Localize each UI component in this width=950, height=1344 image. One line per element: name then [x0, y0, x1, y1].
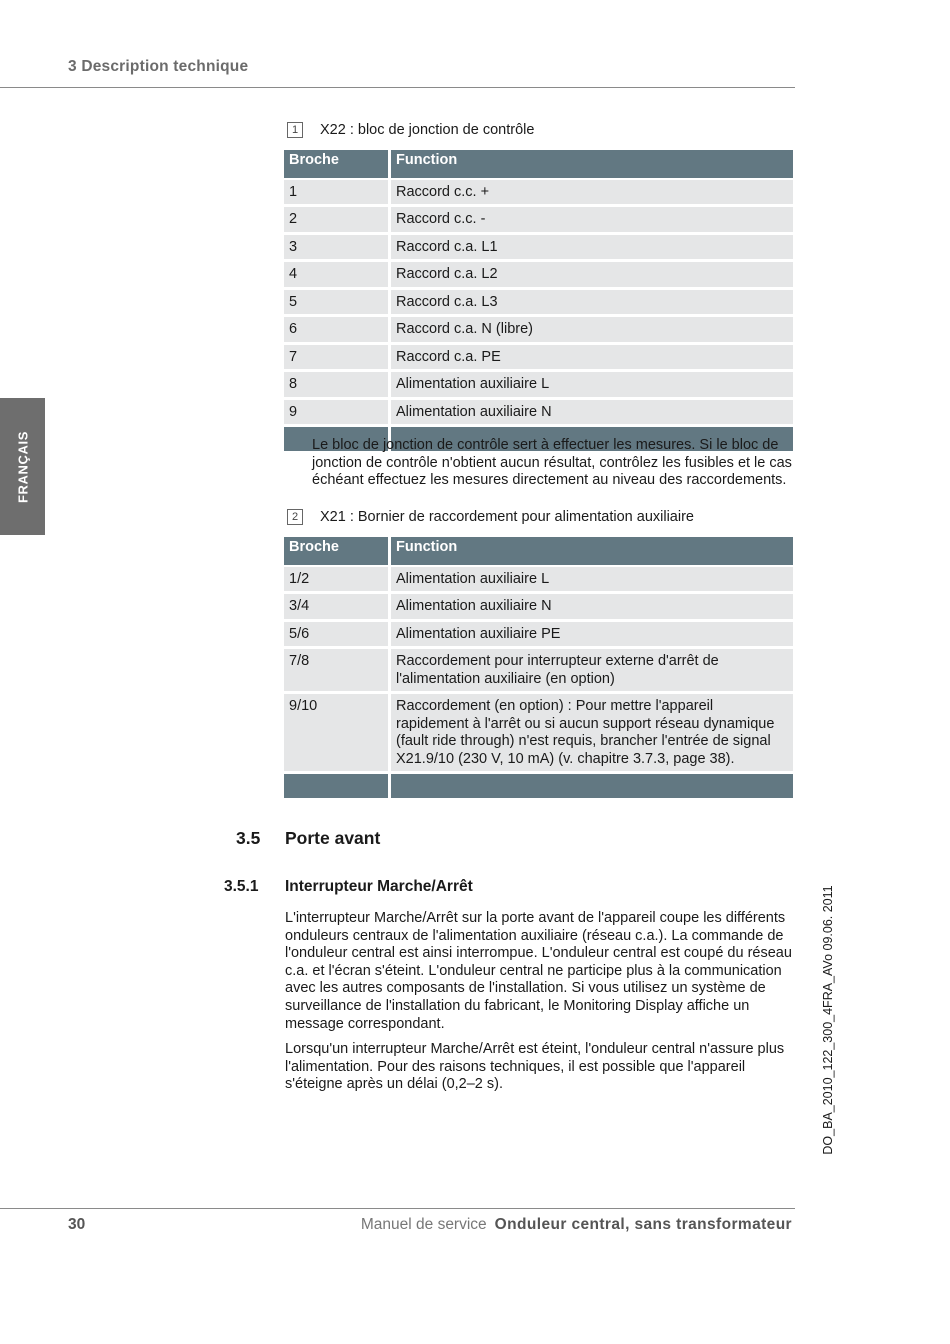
subsection-title: Interrupteur Marche/Arrêt — [285, 878, 473, 895]
product-title: Onduleur central, sans transformateur — [494, 1216, 792, 1233]
pin-cell: 7 — [284, 345, 391, 373]
table-row — [284, 649, 793, 694]
function-cell: Alimentation auxiliaire PE — [391, 622, 793, 650]
language-tab — [0, 398, 45, 535]
section-number: 3.5 — [236, 828, 261, 848]
table-x22 — [284, 150, 793, 451]
column-header-broche: Broche — [284, 537, 391, 567]
header-rule — [0, 87, 795, 88]
function-cell: Alimentation auxiliaire N — [391, 400, 793, 428]
section-title: Porte avant — [285, 828, 381, 848]
table-x21 — [284, 537, 793, 798]
function-cell: Raccord c.a. N (libre) — [391, 317, 793, 345]
footer-rule — [0, 1208, 795, 1209]
pin-cell: 8 — [284, 372, 391, 400]
table-row — [284, 207, 793, 235]
table-row — [284, 317, 793, 345]
table-row — [284, 400, 793, 428]
subsection-number: 3.5.1 — [224, 878, 259, 895]
column-header-function: Function — [391, 150, 793, 180]
running-header: 3 Description technique — [68, 58, 249, 75]
table-row — [284, 290, 793, 318]
language-tab-label: FRANÇAIS — [15, 430, 30, 503]
table1-caption — [287, 122, 534, 138]
table1-note: Le bloc de jonction de contrôle sert à effectuer les mesures. Si le bloc de jonction de contrôle n'obtient aucun résultat, contrôlez les fusibles et le cas échéant effectuez les mesures directement au niveau des raccordements. — [312, 437, 792, 489]
footer-title — [361, 1216, 792, 1234]
column-header-broche: Broche — [284, 150, 391, 180]
table-header-row — [284, 150, 793, 180]
pin-cell: 3 — [284, 235, 391, 263]
pin-cell: 9/10 — [284, 694, 391, 774]
pin-cell: 5/6 — [284, 622, 391, 650]
table-row — [284, 345, 793, 373]
pin-cell: 1 — [284, 180, 391, 208]
function-cell: Raccordement (en option) : Pour mettre l'appareil rapidement à l'arrêt ou si aucun support réseau dynamique (fault ride through) n'est requis, brancher l'entrée de signal X21.9/10 (230 V, 10 mA) (v. chapitre 3.7.3, page 38). — [391, 694, 793, 774]
table-row — [284, 262, 793, 290]
function-cell: Raccord c.a. L2 — [391, 262, 793, 290]
function-cell: Alimentation auxiliaire N — [391, 594, 793, 622]
table-row — [284, 372, 793, 400]
table-row — [284, 594, 793, 622]
column-header-function: Function — [391, 537, 793, 567]
body-paragraph-1: L'interrupteur Marche/Arrêt sur la porte avant de l'appareil coupe les différents onduleurs centraux de l'alimentation auxiliaire (réseau c.a.). La commande de l'onduleur central est ainsi interrompue. L'onduleur central est coupé du réseau c.a. et l'écran s'éteint. L'onduleur central ne participe plus à la communication avec les autres composants de l'installation. Si vous utilisez un système de surveillance de l'installation du fabricant, le Monitoring Display affiche un message correspondant. — [285, 910, 792, 1032]
pin-cell: 1/2 — [284, 567, 391, 595]
function-cell: Raccord c.a. PE — [391, 345, 793, 373]
function-cell: Raccord c.a. L1 — [391, 235, 793, 263]
function-cell: Raccord c.c. + — [391, 180, 793, 208]
table-footer-row — [284, 774, 793, 798]
function-cell: Alimentation auxiliaire L — [391, 372, 793, 400]
pin-cell: 2 — [284, 207, 391, 235]
table-header-row — [284, 537, 793, 567]
page-number: 30 — [68, 1216, 86, 1233]
manual-label: Manuel de service — [360, 1216, 487, 1233]
table2-caption — [287, 509, 694, 525]
table1-caption-text: X22 : bloc de jonction de contrôle — [320, 122, 535, 138]
pin-cell: 7/8 — [284, 649, 391, 694]
table-row — [284, 694, 793, 774]
table-row — [284, 235, 793, 263]
function-cell: Alimentation auxiliaire L — [391, 567, 793, 595]
pin-cell: 3/4 — [284, 594, 391, 622]
function-cell: Raccord c.a. L3 — [391, 290, 793, 318]
pin-cell: 5 — [284, 290, 391, 318]
table-row — [284, 180, 793, 208]
pin-cell: 4 — [284, 262, 391, 290]
table-row — [284, 567, 793, 595]
document-code: DO_BA_2010_122_300_4FRA_AVo 09.06. 2011 — [821, 885, 835, 1155]
table-row — [284, 622, 793, 650]
body-paragraph-2: Lorsqu'un interrupteur Marche/Arrêt est éteint, l'onduleur central n'assure plus l'alimentation. Pour des raisons techniques, il est possible que l'appareil s'éteigne après un délai (0,2–2 s). — [285, 1041, 785, 1093]
function-cell: Raccordement pour interrupteur externe d'arrêt de l'alimentation auxiliaire (en option) — [391, 649, 793, 694]
table2-caption-text: X21 : Bornier de raccordement pour alimentation auxiliaire — [320, 509, 694, 525]
callout-marker-2: 2 — [287, 509, 303, 525]
pin-cell: 9 — [284, 400, 391, 428]
pin-cell: 6 — [284, 317, 391, 345]
function-cell: Raccord c.c. - — [391, 207, 793, 235]
callout-marker-1: 1 — [287, 122, 303, 138]
